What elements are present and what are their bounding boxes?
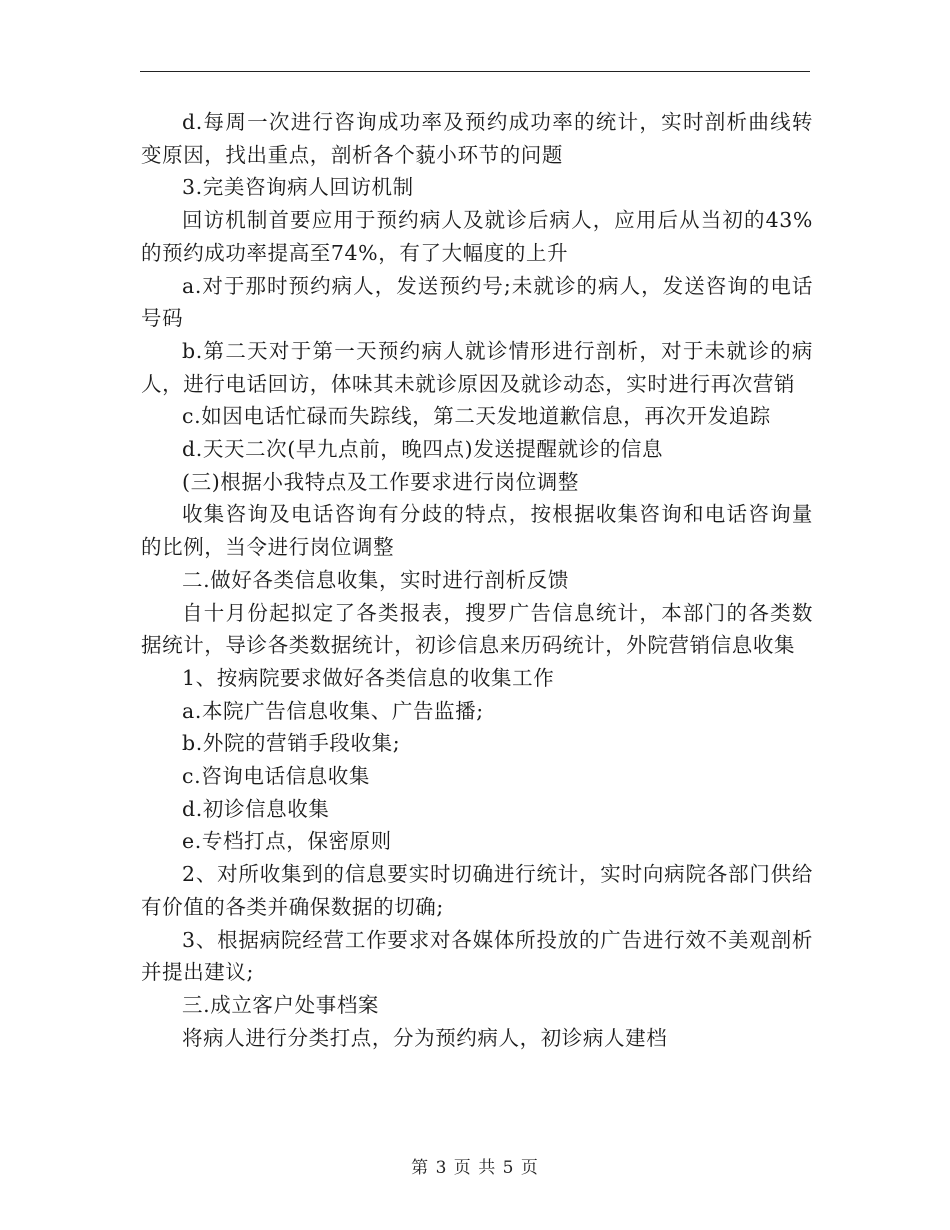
paragraph: 回访机制首要应用于预约病人及就诊后病人，应用后从当初的43%的预约成功率提高至74%，有了大幅度的上升 <box>141 208 813 265</box>
paragraph: 三.成立客户处事档案 <box>182 992 380 1017</box>
page-number: 第 3 页 共 5 页 <box>411 1158 539 1178</box>
paragraph: 二.做好各类信息收集，实时进行剖析反馈 <box>182 567 569 592</box>
paragraph: c.如因电话忙碌而失踪线，第二天发地道歉信息，再次开发追踪 <box>182 404 771 429</box>
header-rule <box>140 71 810 72</box>
paragraph: 2、对所收集到的信息要实时切确进行统计，实时向病院各部门供给有价值的各类并确保数据的切确; <box>141 862 813 919</box>
paragraph: 将病人进行分类打点，分为预约病人，初诊病人建档 <box>182 1025 668 1050</box>
paragraph: a.本院广告信息收集、广告监播; <box>182 698 484 723</box>
paragraph: 收集咨询及电话咨询有分歧的特点，按根据收集咨询和电话咨询量的比例，当令进行岗位调整 <box>141 502 813 560</box>
paragraph: (三)根据小我特点及工作要求进行岗位调整 <box>182 469 579 494</box>
paragraph: d.初诊信息收集 <box>182 796 330 821</box>
paragraph: d.每周一次进行咨询成功率及预约成功率的统计，实时剖析曲线转变原因，找出重点，剖析各个藐小环节的问题 <box>141 110 813 167</box>
paragraph: c.咨询电话信息收集 <box>182 764 370 789</box>
paragraph: 3.完美咨询病人回访机制 <box>182 175 414 200</box>
paragraph: 自十月份起拟定了各类报表，搜罗广告信息统计，本部门的各类数据统计，导诊各类数据统计，初诊信息来历码统计，外院营销信息收集 <box>141 600 813 658</box>
paragraph: d.天天二次(早九点前，晚四点)发送提醒就诊的信息 <box>182 437 664 462</box>
paragraph: 3、根据病院经营工作要求对各媒体所投放的广告进行效不美观剖析并提出建议; <box>141 927 813 985</box>
paragraph: 1、按病院要求做好各类信息的收集工作 <box>182 665 555 690</box>
paragraph: b.第二天对于第一天预约病人就诊情形进行剖析，对于未就诊的病人，进行电话回访，体味其未就诊原因及就诊动态，实时进行再次营销 <box>141 338 813 396</box>
paragraph: e.专档打点，保密原则 <box>182 829 392 854</box>
document-body <box>141 106 813 1054</box>
paragraph: a.对于那时预约病人，发送预约号;未就诊的病人，发送咨询的电话号码 <box>141 273 813 331</box>
paragraph: b.外院的营销手段收集; <box>182 731 401 756</box>
